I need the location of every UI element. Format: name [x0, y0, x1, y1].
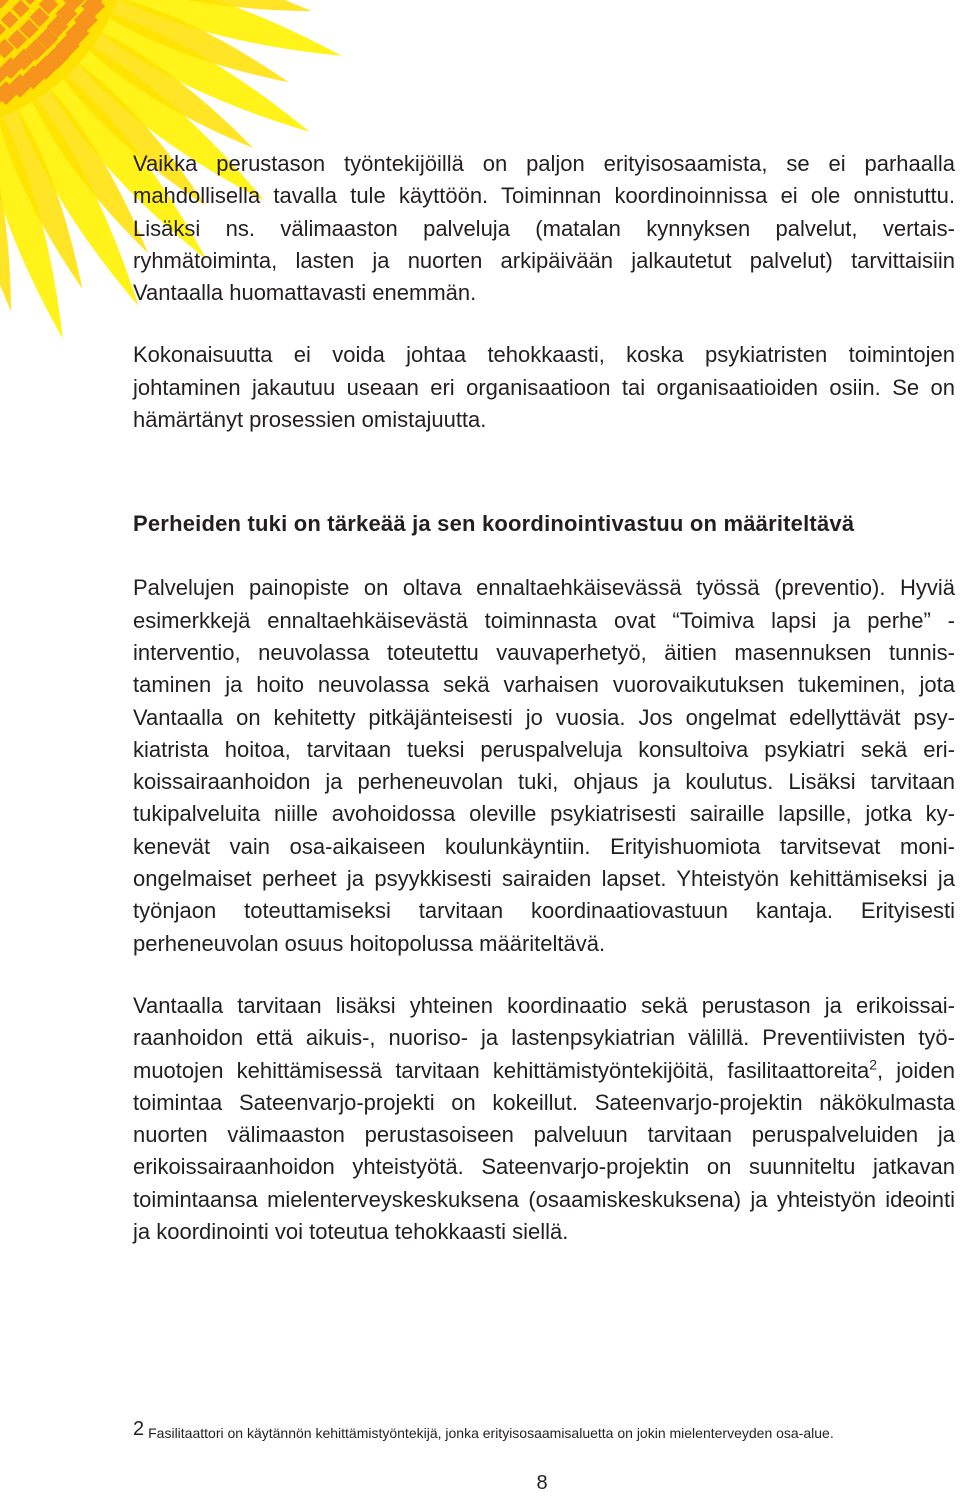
footnote-marker: 2	[133, 1418, 145, 1440]
footnote	[133, 1420, 955, 1442]
paragraph-management: Kokonaisuutta ei voida johtaa tehokkaasti, koska psykiatristen toimintojen johtaminen jakautuu useaan eri organisaatioon tai organisaatioiden osiin. Se on hämärtänyt prosessien omistajuutta.	[133, 342, 955, 433]
footnote-reference[interactable]: 2	[869, 1056, 877, 1073]
section-heading: Perheiden tuki on tärkeää ja sen koordinointivastuu on määriteltävä	[133, 511, 855, 537]
paragraph-intro: Vaikka perustason työntekijöillä on paljon erityisosaamista, se ei parhaalla mahdollisella tavalla tule käyttöön. Toiminnan koordinoinnissa ei ole onnistuttu. Lisäksi ns. välimaaston palveluja (matalan kynnyksen palvelut, vertaisryhmätoiminta, lasten ja nuorten arkipäivään jalkautetut palvelut) tarvittaisiin Vantaalla huomattavasti enemmän.	[133, 151, 955, 306]
paragraph-family-support: Palvelujen painopiste on oltava ennaltaehkäisevässä työssä (preventio). Hyviä esimerkkejä ennaltaehkäisevästä toiminnasta ovat “Toimiva lapsi ja perhe” -interventio, neuvolassa toteutettu vauvaperhetyö, äitien masennuksen tunnistaminen ja hoito neuvolassa sekä varhaisen vuorovaikutuksen tukeminen, jota Vantaalla on kehitetty pitkäjänteisesti jo vuosia. Jos ongelmat edellyttävät psykiatrista hoitoa, tarvitaan tueksi peruspalveluja konsultoiva psykiatri sekä erikoissairaanhoidon ja perheneuvolan tuki, ohjaus ja koulutus. Lisäksi tarvitaan tukipalveluita niille avohoidossa oleville psykiatrisesti sairaille lapsille, jotka kykenevät vain osa-aikaiseen koulunkäyntiin. Erityishuomiota tarvitsevat moniongelmaiset perheet ja psyykkisesti sairaiden lapset. Yhteistyön kehittämiseksi ja työnjaon toteuttamiseksi tarvitaan koordinaatiovastuun kantaja. Erityisesti perheneuvolan osuus hoitopolussa määriteltävä.	[133, 575, 955, 956]
page-body	[133, 148, 955, 1248]
paragraph-coordination-part2: , joiden toimintaa Sateenvarjo-projekti on kokeillut. Sateenvarjo-projektin näkökulmasta nuorten välimaaston perustasoiseen palveluun tarvitaan peruspalveluiden ja erikoissairaanhoidon yhteistyötä. Sateenvarjo-projektin on suunniteltu jatkavan toimintaansa mielenterveyskeskuksena (osaamiskeskuksena) ja yhteistyön ideointi ja koordinointi voi toteutua tehokkaasti siellä.	[133, 1057, 955, 1245]
paragraph-coordination-part1: Vantaalla tarvitaan lisäksi yhteinen koordinaatio sekä perustason ja erikoissairaanhoidon että aikuis-, nuoriso- ja lastenpsykiatrian välillä. Preventiivisten työmuotojen kehittämisessä tarvitaan kehittämistyöntekijöitä, fasilitaattoreita	[133, 992, 955, 1083]
paragraph-coordination	[133, 990, 955, 1248]
page-number: 8	[536, 1472, 548, 1494]
footnote-text: Fasilitaattori on käytännön kehittämistyöntekijä, jonka erityisosaamisaluetta on jokin mielenterveyden osa-alue.	[148, 1425, 834, 1441]
